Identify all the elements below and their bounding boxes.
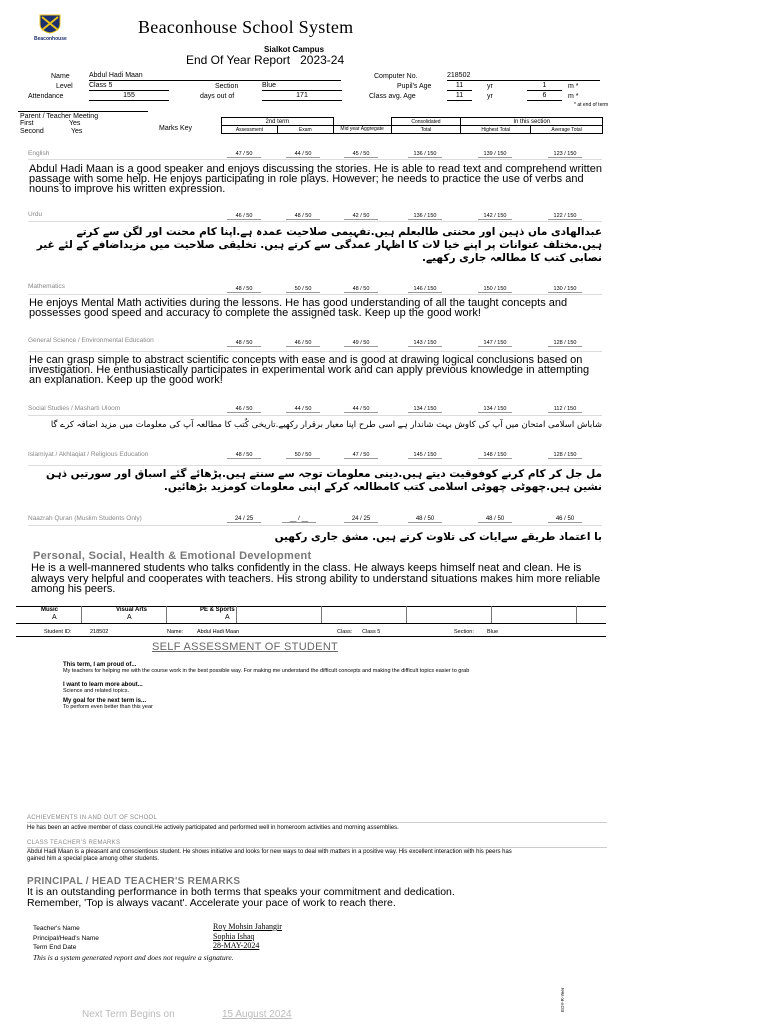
report-session: 2023-24: [300, 53, 345, 67]
class-teacher-text: Abdul Hadi Maan is a pleasant and conscientious student. He shows initiative and looks for new ways to deal with matters in a positive way. His excellent interaction with his peers has gained him a special place among other students.: [27, 849, 512, 862]
score-highest: 134 / 150: [478, 406, 512, 413]
subject-name: Mathematics: [28, 283, 65, 290]
marks-key-label: Marks Key: [159, 125, 193, 132]
score-assessment: 46 / 50: [227, 406, 261, 413]
section-label: Section: [215, 83, 239, 90]
subject-name: Islamiyat / Akhlaqiat / Religious Education: [28, 451, 149, 458]
activities-row: [16, 606, 606, 624]
islamiyat-comment: مل جل کر کام کرنے کوفوقیت دیتے ہیں.دینی معلومات توجہ سے سنتے ہیں.پڑھائے گئے اسباق اور سورتیں ذہن نشین ہیں.چھوٹی چھوٹی اسلامی کتب کامطالعہ کرکے اپنی معلومات کومزید بڑھائیں.: [46, 468, 602, 493]
subject-name: Social Studies / Masharti Uloom: [28, 405, 121, 412]
days-total-value: 171: [262, 92, 342, 101]
col-highest: Highest Total: [461, 126, 531, 134]
attendance-value: 155: [89, 92, 169, 101]
score-total: 146 / 150: [408, 286, 442, 293]
pupil-age-years: 11: [447, 82, 472, 91]
system-disclaimer: This is a system generated report and does not require a signature.: [33, 953, 234, 962]
teacher-name-label: Teacher's Name: [33, 925, 80, 932]
days-out-of-label: days out of: [200, 93, 235, 100]
score-exam: 50 / 50: [286, 452, 320, 459]
strip-section: Blue: [487, 629, 499, 635]
score-highest: 139 / 150: [478, 151, 512, 158]
pupil-yr-label: yr: [487, 83, 493, 90]
score-assessment: 47 / 50: [227, 151, 261, 158]
school-crest-icon: [38, 14, 62, 34]
strip-class-label: Class:: [337, 629, 353, 635]
score-average: 122 / 150: [548, 213, 582, 220]
visual-arts-grade: A: [127, 614, 132, 621]
principal-name: Sophia Ishaq: [213, 932, 255, 941]
learn-answer: Science and related topics.: [63, 688, 130, 694]
class-avg-m-label: m *: [568, 93, 579, 100]
col-average: Average Total: [531, 126, 603, 134]
class-avg-years: 11: [447, 92, 472, 101]
logo-text: Beaconhouse: [34, 36, 67, 42]
student-name: Abdul Hadi Maan: [89, 72, 341, 81]
score-average: 130 / 150: [548, 286, 582, 293]
score-highest: 142 / 150: [478, 213, 512, 220]
english-comment: Abdul Hadi Maan is a good speaker and enjoys discussing the stories. He is able to read text and comprehend written passage with some help. He enjoys participating in role plays. However; he needs to practice the use of verbs and nouns to improve his written expression.: [29, 163, 602, 196]
meeting-second-label: Second: [20, 128, 44, 135]
meeting-label: Parent / Teacher Meeting: [20, 113, 99, 120]
term-end-date-label: Term End Date: [33, 944, 77, 951]
score-total: 136 / 150: [408, 151, 442, 158]
score-mid-year: 45 / 50: [344, 151, 378, 158]
score-total: 145 / 150: [408, 452, 442, 459]
score-mid-year: 44 / 50: [344, 406, 378, 413]
strip-section-label: Section:: [454, 629, 474, 635]
achievements-title: ACHIEVEMENTS IN AND OUT OF SCHOOL: [27, 815, 158, 821]
self-assessment-title: SELF ASSESSMENT OF STUDENT: [152, 641, 339, 653]
score-average: 46 / 50: [548, 516, 582, 523]
col-exam: Exam: [277, 126, 333, 134]
col-mid-year: Mid year Aggregate: [333, 126, 391, 134]
name-label: Name: [51, 73, 70, 80]
score-assessment: 24 / 25: [227, 516, 261, 523]
principal-name-label: Principal/Head's Name: [33, 935, 99, 942]
urdu-comment: عبدالھادی ماں ذہین اور محنتی طالبعلم ہیں.تفہیمی صلاحیت عمدہ ہے.اپنا کام محنت اور لگن سے کرتے ہیں.مختلف عنوانات پر اپنے خیا لات کا اظہار عمدگی سے کرتے ہیں. تخلیقی صلاحیت میں مزیداضافے کے لئے غیر نصابی کتب کا مطالعہ جاری رکھیے.: [36, 226, 602, 264]
score-assessment: 48 / 50: [227, 452, 261, 459]
score-total: 136 / 150: [408, 213, 442, 220]
section-header: In this section: [461, 118, 603, 126]
strip-id-label: Student ID:: [44, 629, 72, 635]
class-avg-yr-label: yr: [487, 93, 493, 100]
score-highest: 48 / 50: [478, 516, 512, 523]
report-title: End Of Year Report 2023-24: [186, 53, 345, 67]
score-mid-year: 47 / 50: [344, 452, 378, 459]
score-exam: 48 / 50: [286, 213, 320, 220]
pshe-title: Personal, Social, Health & Emotional Development: [33, 550, 312, 562]
goal-answer: To perform even better than this year: [63, 704, 153, 710]
learn-question: I want to learn more about...: [63, 682, 143, 688]
end-of-term-note: * at end of term: [574, 102, 609, 108]
score-total: 143 / 150: [408, 340, 442, 347]
proud-answer: My teachers for helping me with the course work in the best possible way. For making me understand the difficult concepts and making the difficult topics easier to grab: [63, 668, 470, 674]
score-mid-year: 49 / 50: [344, 340, 378, 347]
science-comment: He can grasp simple to abstract scientific concepts with ease and is good at drawing logical conclusions based on investigation. He enthusiastically participates in experimental work and can apply previous knowledge in attempting an explanation. Keep up the good work!: [29, 354, 590, 387]
strip-class: Class 5: [362, 629, 381, 635]
computer-no-value: 218502: [447, 72, 600, 81]
score-average: 112 / 150: [548, 406, 582, 413]
school-name: Beaconhouse School System: [138, 17, 354, 37]
pe-sports-label: PE & Sports: [200, 607, 235, 613]
student-level: Class 5: [89, 82, 169, 91]
meeting-first-label: First: [20, 120, 34, 127]
score-total: 48 / 50: [408, 516, 442, 523]
student-section: Blue: [262, 82, 342, 91]
score-assessment: 46 / 50: [227, 213, 261, 220]
score-average: 123 / 150: [548, 151, 582, 158]
score-assessment: 48 / 50: [227, 340, 261, 347]
marks-key-table: [221, 117, 603, 134]
campus-name: Sialkot Campus: [264, 45, 325, 54]
pupil-age-months: 1: [527, 82, 562, 91]
term-end-date: 28-MAY-2024: [213, 941, 260, 950]
principal-title: PRINCIPAL / HEAD TEACHER'S REMARKS: [27, 876, 241, 887]
meeting-first-value: Yes: [69, 120, 81, 127]
teacher-name: Roy Mohsin Jahangir: [213, 922, 282, 931]
next-term-date: 15 August 2024: [222, 1009, 292, 1020]
pupil-age-label: Pupil's Age: [397, 83, 432, 90]
score-exam: 50 / 50: [286, 286, 320, 293]
strip-name-label: Name:: [167, 629, 184, 635]
term-header: 2nd term: [222, 118, 334, 126]
class-avg-age-label: Class avg. Age: [369, 93, 416, 100]
pe-sports-grade: A: [225, 614, 230, 621]
score-exam: 44 / 50: [286, 151, 320, 158]
subject-name: General Science / Environmental Education: [28, 337, 154, 344]
attendance-label: Attendance: [28, 93, 64, 100]
meeting-second-value: Yes: [71, 128, 83, 135]
proud-question: This term, I am proud of...: [63, 662, 137, 668]
next-term-label: Next Term Begins on: [82, 1009, 175, 1020]
side-code: EOY-R-Yeer: [560, 987, 565, 1012]
score-total: 134 / 150: [408, 406, 442, 413]
score-exam: 44 / 50: [286, 406, 320, 413]
score-assessment: 48 / 50: [227, 286, 261, 293]
achievements-text: He has been an active member of class council.He actively participated and performed well in homeroom activities and morning assemblies.: [27, 825, 399, 831]
music-label: Music: [41, 607, 59, 613]
class-avg-months: 6: [527, 92, 562, 101]
score-average: 128 / 150: [548, 452, 582, 459]
score-highest: 150 / 150: [478, 286, 512, 293]
subject-name: English: [28, 150, 50, 157]
score-highest: 147 / 150: [478, 340, 512, 347]
pshe-comment: He is a well-mannered students who talks confidently in the class. He always keeps himself neat and clean. He is always very helpful and cooperates with teachers. His strong ability to understand situations makes him more reliable among his peers.: [31, 562, 601, 595]
col-assessment: Assessment: [222, 126, 278, 134]
mathematics-comment: He enjoys Mental Math activities during the lessons. He has good understanding of all the taught concepts and possesses good speed and accuracy to complete the assigned task. Keep up the good work!: [29, 297, 568, 320]
score-mid-year: 42 / 50: [344, 213, 378, 220]
quran-comment: با اعتماد طریقے سےایات کی تلاوت کرتے ہیں. مشق جاری رکھیں: [274, 531, 602, 543]
goal-question: My goal for the next term is...: [63, 698, 147, 704]
social-studies-comment: شاباش اسلامی امتحان میں آپ کی کاوش بہت شاندار ہے اسی طرح اپنا معیار برقرار رکھیے.تاریخی کُتب کا مطالعہ آپ کی معلومات میں مزید اضافہ کرے گا: [50, 420, 602, 430]
score-mid-year: 48 / 50: [344, 286, 378, 293]
subject-name: Naazrah Quran (Muslim Students Only): [28, 515, 142, 522]
strip-name: Abdul Hadi Maan: [197, 629, 240, 635]
class-teacher-title: CLASS TEACHER'S REMARKS: [27, 840, 121, 846]
score-mid-year: 24 / 25: [344, 516, 378, 523]
student-info-strip: [16, 627, 606, 637]
strip-id: 218502: [90, 629, 109, 635]
score-highest: 148 / 150: [478, 452, 512, 459]
subject-name: Urdu: [28, 211, 43, 218]
level-label: Level: [56, 83, 73, 90]
computer-no-label: Computer No.: [374, 73, 418, 80]
visual-arts-label: Visual Arts: [116, 607, 148, 613]
pupil-m-label: m *: [568, 83, 579, 90]
score-average: 128 / 150: [548, 340, 582, 347]
col-total: Total: [391, 126, 461, 134]
score-exam: __ / __: [282, 516, 316, 523]
score-exam: 46 / 50: [286, 340, 320, 347]
music-grade: A: [52, 614, 57, 621]
principal-text: It is an outstanding performance in both terms that speaks your commitment and dedication. Remember, 'Top is always vacant'. Accelerate your pace of work to reach there.: [27, 886, 455, 909]
consolidated-header: Consolidated: [391, 118, 461, 126]
